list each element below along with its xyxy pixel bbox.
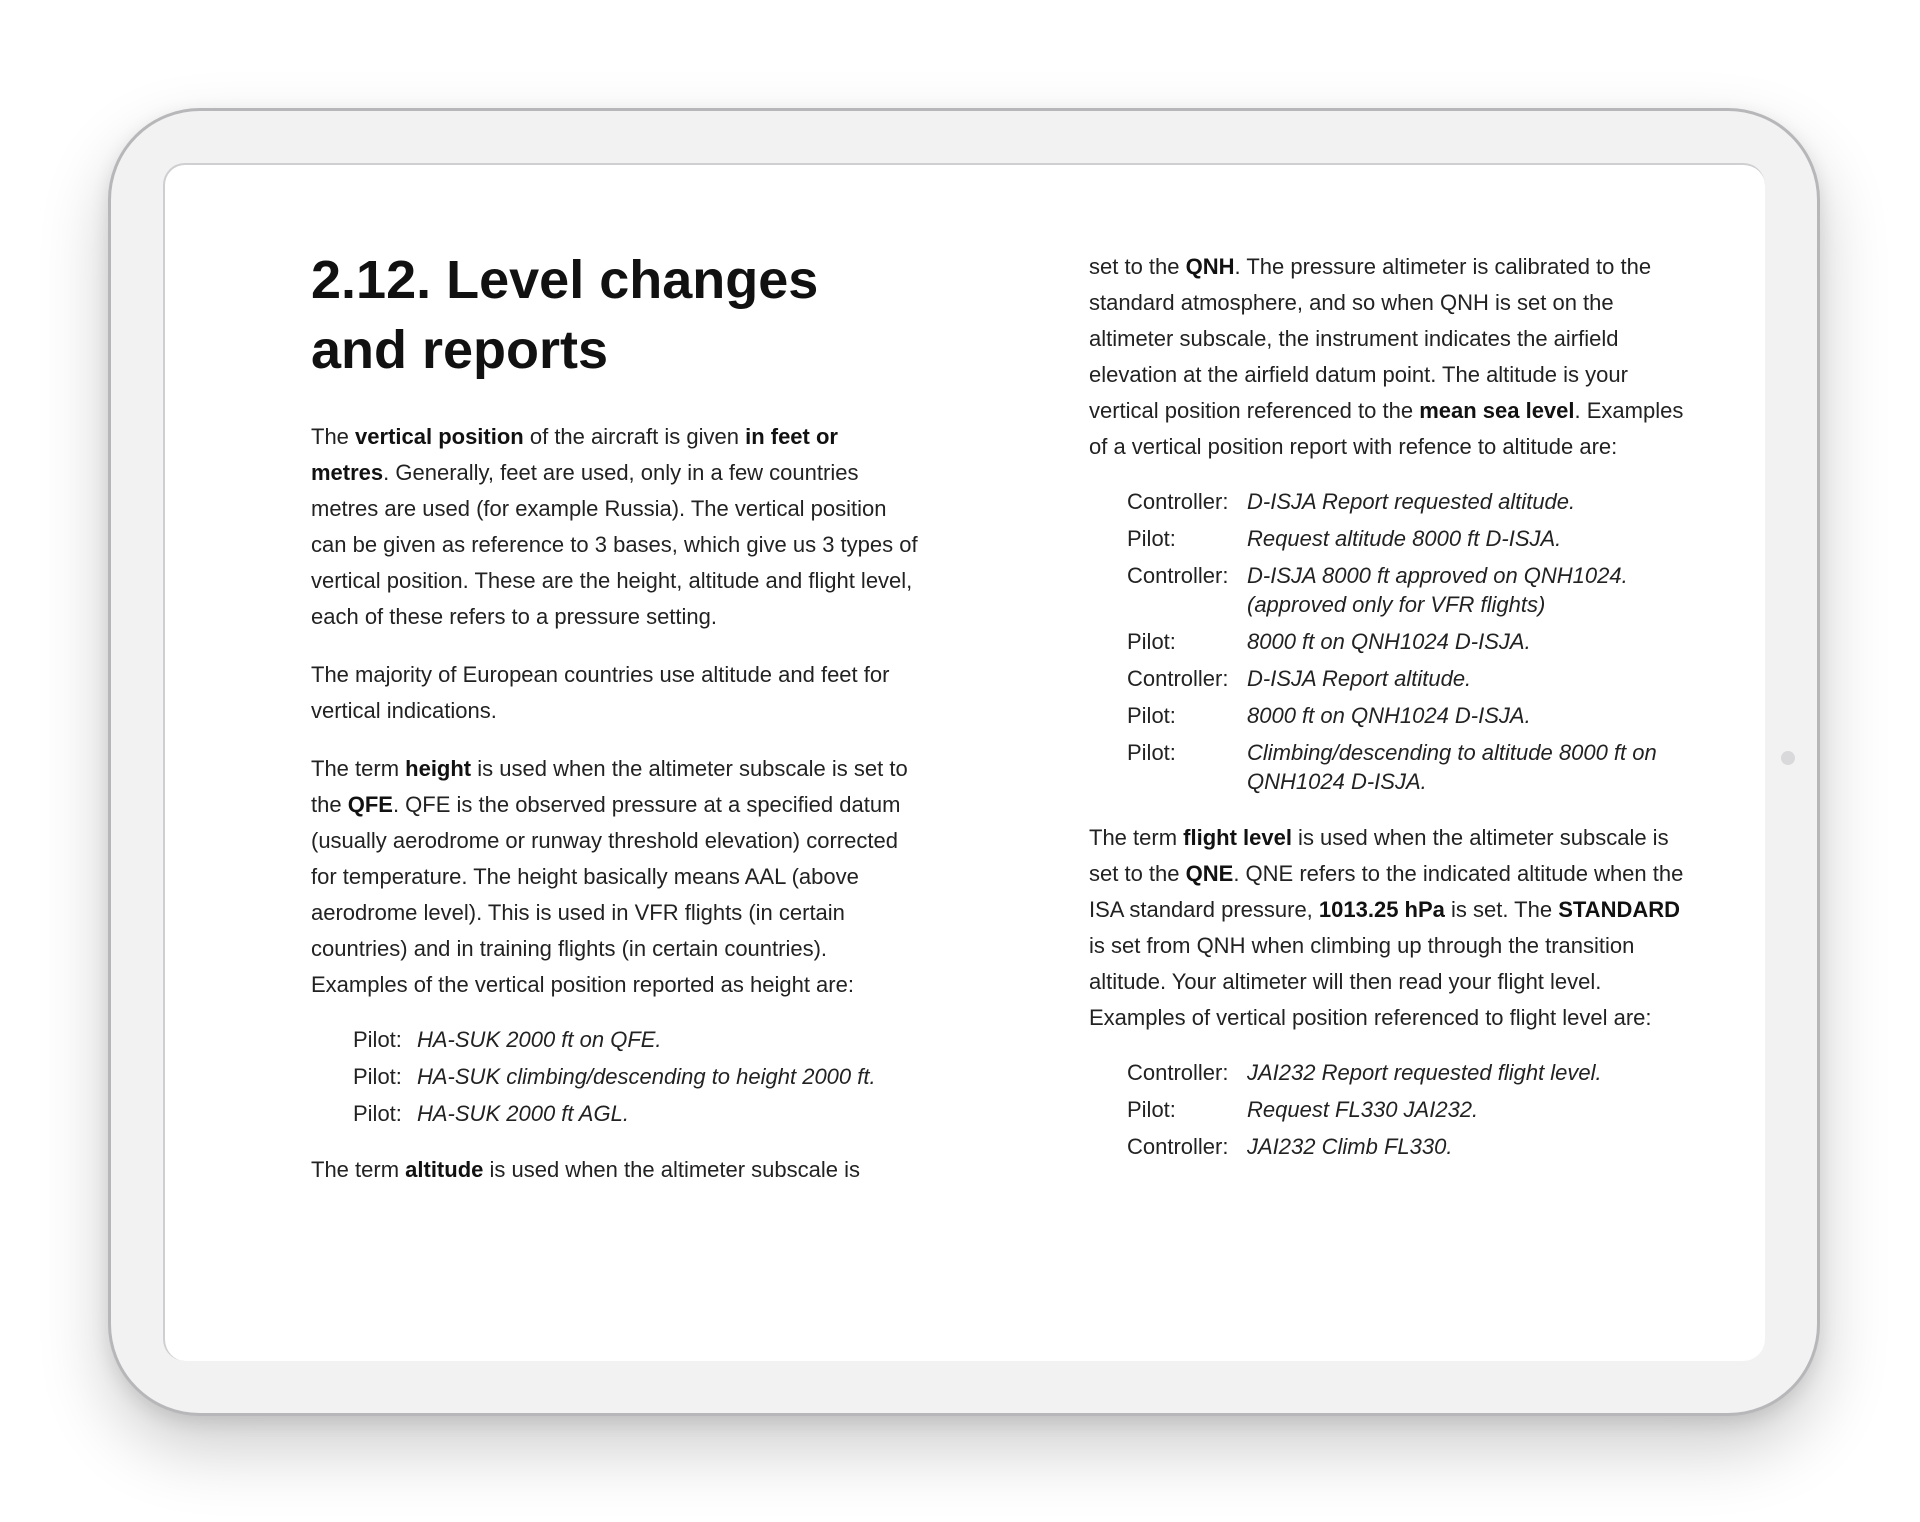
dialog-line — [1127, 487, 1699, 516]
speaker-label: Controller: — [1127, 1134, 1229, 1159]
dialog-line — [1127, 664, 1699, 693]
bold-term: altitude — [405, 1157, 484, 1182]
left-page-column — [311, 245, 921, 1210]
speaker-label: Pilot: — [1127, 526, 1176, 551]
speaker-label: Pilot: — [1127, 703, 1176, 728]
text-run: is used when the altimeter subscale is set to the — [311, 756, 908, 817]
dialog-line — [1127, 738, 1699, 796]
speaker-label: Pilot: — [1127, 629, 1176, 654]
dialog-line — [1127, 561, 1699, 619]
radio-phrase: D-ISJA Report requested altitude. — [1247, 489, 1576, 514]
radio-phrase: JAI232 Climb FL330. — [1247, 1134, 1453, 1159]
bold-term: QNE — [1185, 861, 1234, 886]
text-run: is set. The — [1444, 897, 1559, 922]
text-run: is used when the altimeter subscale is — [483, 1157, 861, 1182]
dialog-line — [1127, 1132, 1699, 1161]
flight-level-examples — [1089, 1058, 1699, 1161]
paragraph — [311, 419, 921, 635]
speaker-label: Pilot: — [353, 1064, 402, 1089]
radio-phrase: JAI232 Report requested flight level. — [1247, 1060, 1602, 1085]
dialog-line — [353, 1025, 921, 1054]
camera-dot — [1781, 751, 1795, 765]
text-run: . The pressure altimeter is calibrated to the standard atmosphere, and so when QNH is set on the altimeter subscale, the instrument indicates the airfield elevation at the airfield datum point. The altitude is your vertical position referenced to the — [1089, 254, 1652, 423]
reader-screen[interactable] — [163, 163, 1765, 1361]
dialog-line — [1127, 627, 1699, 656]
dialog-line — [1127, 1095, 1699, 1124]
radio-phrase: Request FL330 JAI232. — [1247, 1097, 1479, 1122]
bold-term: in feet or metres — [311, 424, 838, 485]
paragraph — [1089, 249, 1699, 465]
paragraph — [311, 657, 921, 729]
speaker-label: Pilot: — [1127, 740, 1176, 765]
radio-phrase: Climbing/descending to altitude 8000 ft on QNH1024 D-ISJA. — [1247, 740, 1657, 794]
text-run: . QNE refers to the indicated altitude when the ISA standard pressure, — [1089, 861, 1684, 922]
radio-phrase: 8000 ft on QNH1024 D-ISJA. — [1247, 629, 1531, 654]
radio-phrase: D-ISJA Report altitude. — [1247, 666, 1472, 691]
radio-phrase: HA-SUK 2000 ft on QFE. — [417, 1027, 662, 1052]
radio-phrase: Request altitude 8000 ft D-ISJA. — [1247, 526, 1562, 551]
speaker-label: Pilot: — [1127, 1097, 1176, 1122]
text-run: The majority of European countries use altitude and feet for vertical indications. — [311, 662, 890, 723]
bold-term: 1013.25 hPa — [1318, 897, 1445, 922]
text-run: of the aircraft is given — [523, 424, 746, 449]
bold-term: STANDARD — [1558, 897, 1681, 922]
bold-term: height — [405, 756, 472, 781]
radio-phrase: 8000 ft on QNH1024 D-ISJA. — [1247, 703, 1531, 728]
altitude-examples — [1089, 487, 1699, 796]
radio-phrase: HA-SUK climbing/descending to height 2000 ft. — [417, 1064, 876, 1089]
speaker-label: Controller: — [1127, 563, 1229, 588]
paragraph — [311, 751, 921, 1003]
bold-term: QFE — [347, 792, 393, 817]
dialog-line — [1127, 524, 1699, 553]
tablet-frame — [108, 108, 1820, 1416]
bold-term: vertical position — [355, 424, 524, 449]
dialog-line — [353, 1099, 921, 1128]
speaker-label: Controller: — [1127, 1060, 1229, 1085]
text-run: is used when the altimeter subscale is set to the — [1089, 825, 1669, 886]
speaker-label: Controller: — [1127, 489, 1229, 514]
bold-term: flight level — [1183, 825, 1292, 850]
text-run: The — [311, 424, 356, 449]
text-run: The term — [311, 1157, 406, 1182]
bold-term: QNH — [1185, 254, 1235, 279]
text-run: The term — [311, 756, 406, 781]
dialog-line — [1127, 1058, 1699, 1087]
right-page-column — [1089, 249, 1699, 1185]
radio-phrase: D-ISJA 8000 ft approved on QNH1024. (approved only for VFR flights) — [1247, 563, 1628, 617]
text-run: . Generally, feet are used, only in a few countries metres are used (for example Russia). The vertical position can be given as reference to 3 bases, which give us 3 types of vertical position. These are the height, altitude and flight level, each of these refers to a pressure setting. — [311, 460, 918, 629]
page-title: 2.12. Level changes and reports — [311, 250, 819, 380]
text-run: . QFE is the observed pressure at a specified datum (usually aerodrome or runway threshold elevation) corrected for temperature. The height basically means AAL (above aerodrome level). This is used in VFR flights (in certain countries) and in training flights (in certain countries). Examples of the vertical position reported as height are: — [311, 792, 901, 997]
text-run: set to the — [1089, 254, 1186, 279]
text-run: is set from QNH when climbing up through the transition altitude. Your altimeter will then read your flight level. Examples of vertical position referenced to flight level are: — [1089, 933, 1652, 1030]
paragraph — [311, 1152, 921, 1188]
height-examples — [311, 1025, 921, 1128]
dialog-line — [353, 1062, 921, 1091]
dialog-line — [1127, 701, 1699, 730]
bold-term: mean sea level — [1419, 398, 1575, 423]
radio-phrase: HA-SUK 2000 ft AGL. — [417, 1101, 629, 1126]
text-run: . Examples of a vertical position report with refence to altitude are: — [1089, 398, 1684, 459]
text-run: The term — [1089, 825, 1184, 850]
speaker-label: Pilot: — [353, 1101, 402, 1126]
speaker-label: Pilot: — [353, 1027, 402, 1052]
paragraph — [1089, 820, 1699, 1036]
speaker-label: Controller: — [1127, 666, 1229, 691]
